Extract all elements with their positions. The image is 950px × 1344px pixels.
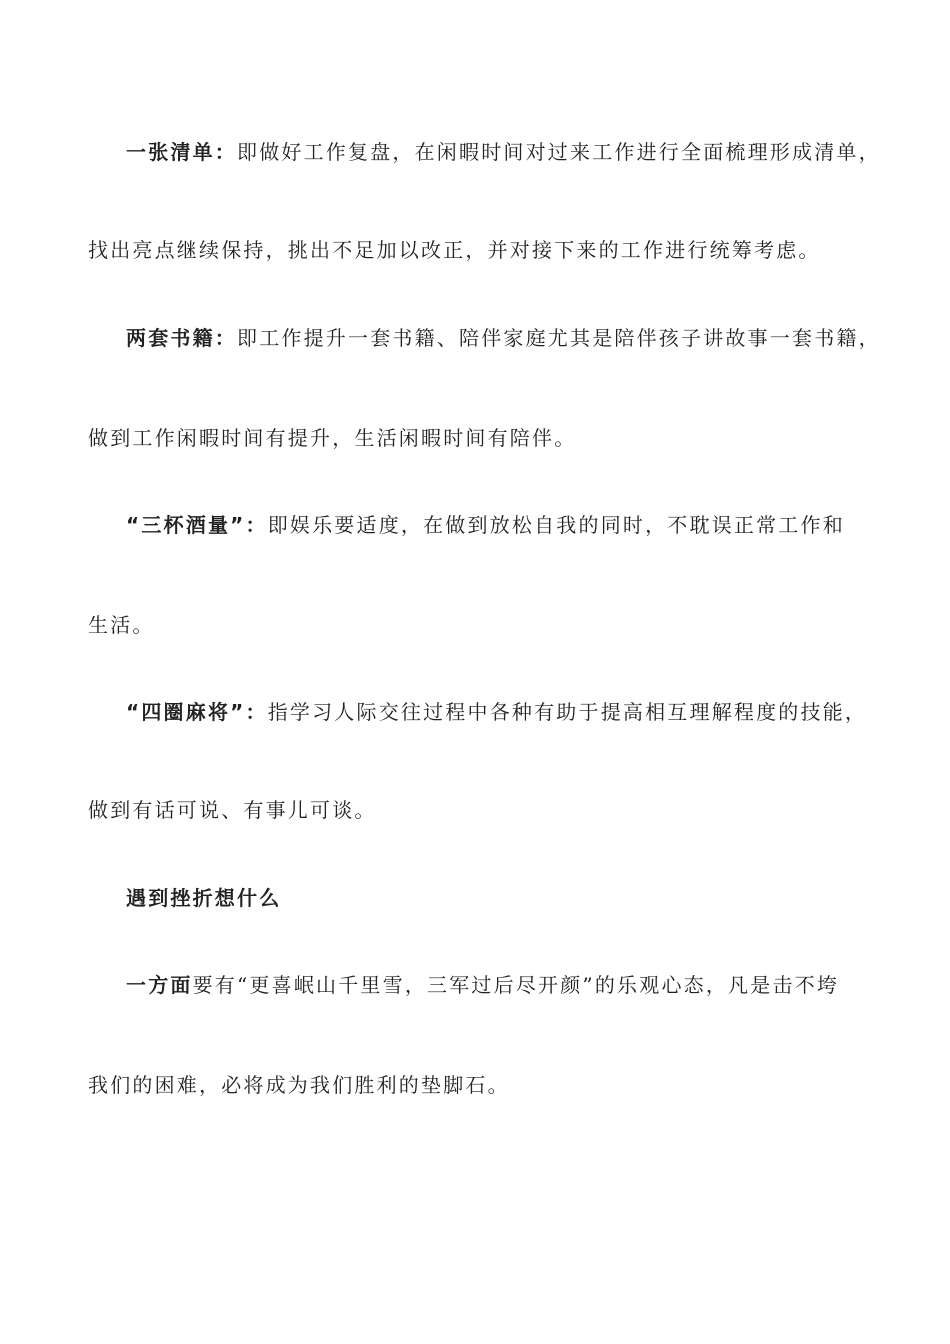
paragraph-4-line-2: 做到有话可说、有事儿可谈。: [88, 798, 377, 822]
paragraph-3-line-1: [126, 505, 926, 545]
paragraph-2-heading: 两套书籍：: [126, 326, 237, 350]
section-title: 遇到挫折想什么: [126, 886, 282, 910]
last-paragraph-line-2: 我们的困难，必将成为我们胜利的垫脚石。: [88, 1073, 510, 1097]
paragraph-1-line-2: 找出亮点继续保持，挑出不足加以改正，并对接下来的工作进行统筹考虑。: [88, 238, 821, 262]
last-paragraph-heading: 一方面: [126, 973, 193, 997]
paragraph-2-line-1: [126, 318, 926, 358]
paragraph-4-heading: “四圈麻将”：: [126, 700, 268, 724]
paragraph-2-line-2: 做到工作闲暇时间有提升，生活闲暇时间有陪伴。: [88, 426, 577, 450]
paragraph-1-line-1: [126, 132, 926, 172]
paragraph-1-heading: 一张清单：: [126, 140, 237, 164]
paragraph-4-line-1: [126, 692, 926, 732]
paragraph-3-text-1: 即娱乐要适度，在做到放松自我的同时，不耽误正常工作和: [267, 513, 845, 537]
last-paragraph-line-1: [126, 965, 926, 1005]
paragraph-3-line-2: 生活。: [88, 613, 155, 637]
paragraph-2-text-1: 即工作提升一套书籍、陪伴家庭尤其是陪伴孩子讲故事一套书籍，: [237, 326, 881, 350]
last-paragraph-text-1: 要有“更喜岷山千里雪，三军过后尽开颜”的乐观心态，凡是击不垮: [192, 973, 840, 997]
paragraph-3-heading: “三杯酒量”：: [126, 513, 268, 537]
paragraph-1-text-1: 即做好工作复盘，在闲暇时间对过来工作进行全面梳理形成清单，: [237, 140, 881, 164]
paragraph-4-text-1: 指学习人际交往过程中各种有助于提高相互理解程度的技能，: [267, 700, 868, 724]
